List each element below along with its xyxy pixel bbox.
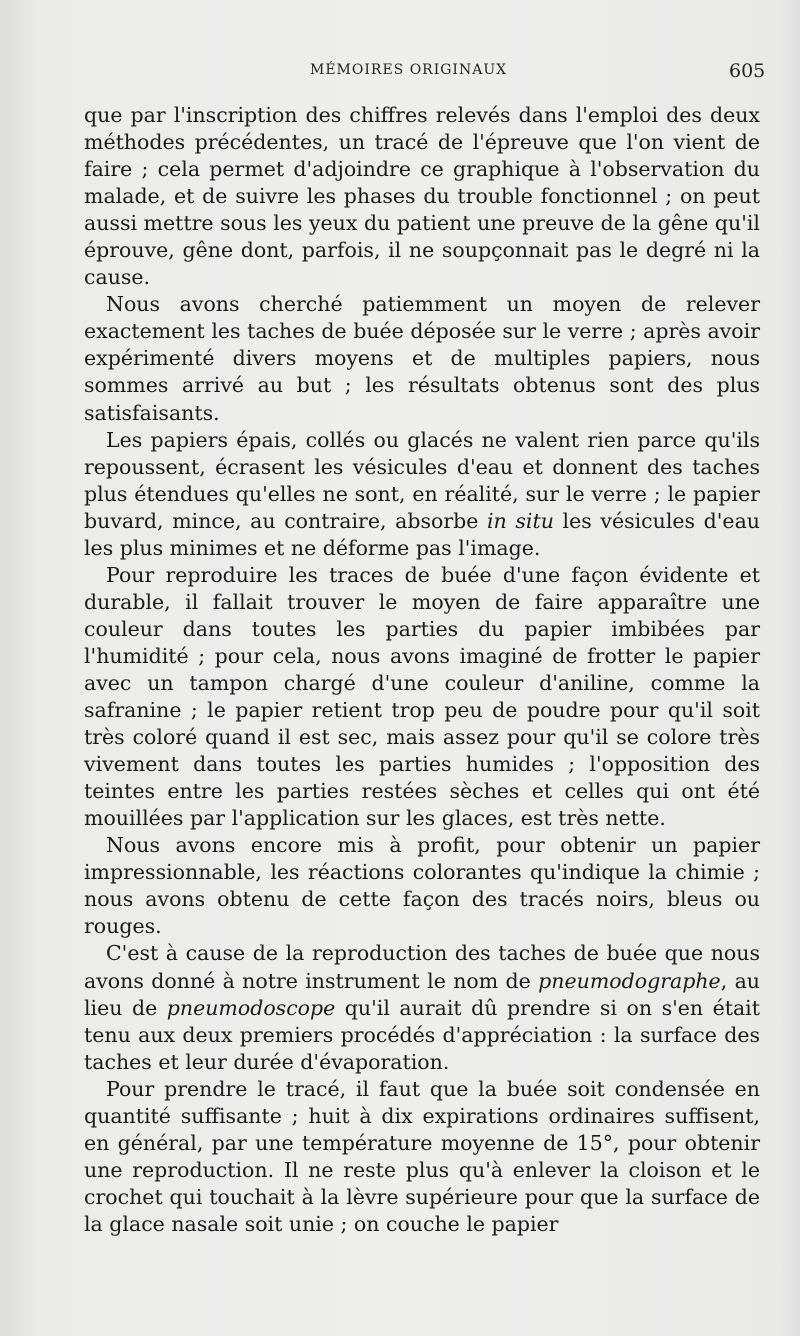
text-run: Pour reproduire les traces de buée d'une façon évidente et durable, il fallait trouver le moyen de faire apparaître une couleur dans toutes les parties du papier imbibées par l'humidité ; pour cela, nous avons imaginé de frotter le papier avec un tampon chargé d'une couleur d'aniline, comme la safranine ; le papier retient trop peu de poudre pour qu'il soit très coloré quand il est sec, mais assez pour qu'il se colore très vivement dans toutes les parties humides ; l'opposition des teintes entre les parties restées sèches et celles qui ont été mouillées par l'application sur les glaces, est très nette. [84,562,760,831]
body-text [84,102,760,1238]
page-number: 605 [729,60,766,82]
paragraph [84,427,760,562]
text-run: Nous avons encore mis à profit, pour obtenir un papier impressionnable, les réactions colorantes qu'indique la chimie ; nous avons obtenu de cette façon des tracés noirs, bleus ou rouges. [84,833,760,939]
paragraph [84,832,760,940]
italic-term: pneumodoscope [166,995,336,1020]
paragraph [84,102,760,291]
paragraph [84,1076,760,1238]
text-run: les vésicules d'eau les plus minimes et ne déforme pas l'image. [84,508,760,560]
text-run: Les papiers épais, collés ou glacés ne valent rien parce qu'ils repoussent, écrasent les vésicules d'eau et donnent des taches plus étendues qu'elles ne sont, en réalité, sur le verre ; le papier buvard, mince, au contraire, absorbe [84,427,760,533]
text-run: qu'il aurait dû prendre si on s'en était tenu aux deux premiers procédés d'appréciation : la surface des taches et leur durée d'évaporation. [84,995,760,1074]
page-header [0,60,800,86]
text-run: Pour prendre le tracé, il faut que la buée soit condensée en quantité suffisante ; huit à dix expirations ordinaires suffisent, en général, par une température moyenne de 15°, pour obtenir une reproduction. Il ne reste plus qu'à enlever la cloison et le crochet qui touchait à la lèvre supérieure pour que la surface de la glace nasale soit unie ; on couche le papier [84,1076,760,1236]
text-run: , au lieu de [84,968,760,1020]
running-title: MÉMOIRES ORIGINAUX [310,62,508,78]
italic-term: in situ [487,508,554,533]
text-run: que par l'inscription des chiffres relevés dans l'emploi des deux méthodes précédentes, un tracé de l'épreuve que l'on vient de faire ; cela permet d'adjoindre ce graphique à l'observation du malade, et de suivre les phases du trouble fonctionnel ; on peut aussi mettre sous les yeux du patient une preuve de la gêne qu'il éprouve, gêne dont, parfois, il ne soupçonnait pas le degré ni la cause. [84,103,760,290]
text-run: Nous avons cherché patiemment un moyen de relever exactement les taches de buée déposée sur le verre ; après avoir expérimenté divers moyens et de multiples papiers, nous sommes arrivé au but ; les résultats obtenus sont des plus satisfaisants. [84,292,760,425]
paragraph [84,291,760,426]
text-run: C'est à cause de la reproduction des taches de buée que nous avons donné à notre instrument le nom de [84,941,760,993]
paragraph [84,940,760,1075]
paragraph [84,562,760,832]
italic-term: pneumodographe [538,968,721,993]
